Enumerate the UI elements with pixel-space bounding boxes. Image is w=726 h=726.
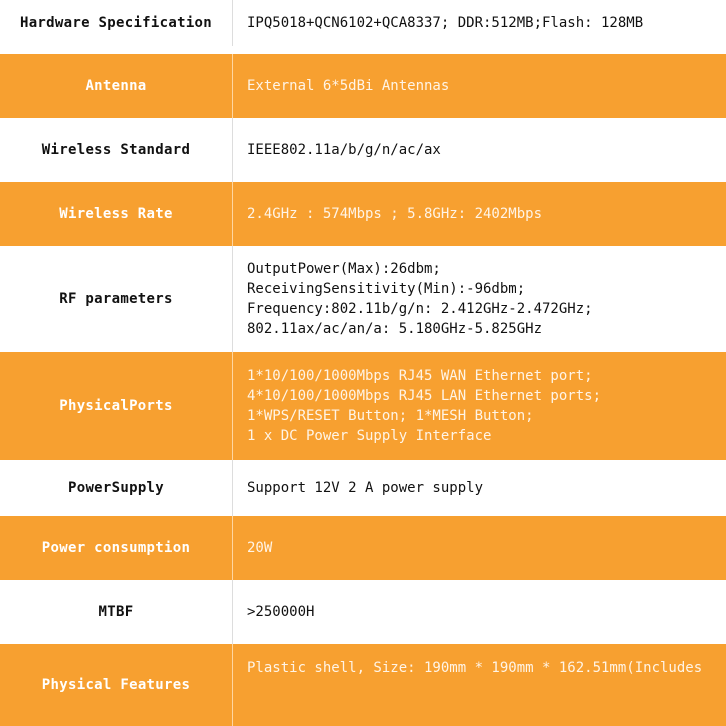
spec-label: Physical Features	[41, 677, 191, 693]
spec-label: Power consumption	[41, 540, 191, 556]
spec-label: MTBF	[98, 604, 134, 620]
spec-label: Antenna	[85, 78, 147, 94]
spec-label: PhysicalPorts	[59, 398, 173, 414]
spec-label: RF parameters	[59, 291, 173, 307]
spec-value-line: Plastic shell, Size: 190mm * 190mm * 162.51mm(Includes	[247, 660, 703, 676]
spec-value	[233, 246, 726, 352]
spec-row-physical-ports	[0, 352, 726, 460]
spec-label: Wireless Rate	[59, 206, 173, 222]
spec-value	[233, 352, 726, 460]
spec-value-line: 1 x DC Power Supply Interface	[247, 428, 492, 444]
spec-row-antenna	[0, 54, 726, 118]
spec-value-line: IEEE802.11a/b/g/n/ac/ax	[247, 142, 441, 158]
spec-label: Wireless Standard	[41, 142, 191, 158]
spec-row-power-supply	[0, 460, 726, 516]
spec-row-wireless-rate	[0, 182, 726, 246]
spec-value	[233, 516, 726, 580]
spec-value	[233, 460, 726, 516]
spec-value	[233, 0, 726, 46]
spec-value-line: 1*10/100/1000Mbps RJ45 WAN Ethernet port;	[247, 368, 593, 384]
spec-row-power-consumption	[0, 516, 726, 580]
spec-row-rf-parameters	[0, 246, 726, 352]
spec-value-line: 2.4GHz : 574Mbps ; 5.8GHz: 2402Mbps	[247, 206, 543, 222]
spec-label: PowerSupply	[67, 480, 165, 496]
spec-value-line: Frequency:802.11b/g/n: 2.412GHz-2.472GHz;	[247, 301, 593, 317]
spec-value	[233, 54, 726, 118]
spec-value	[233, 644, 726, 726]
spec-value	[233, 580, 726, 644]
spec-value-line: IPQ5018+QCN6102+QCA8337; DDR:512MB;Flash: 128MB	[247, 15, 644, 31]
spec-row-wireless-standard	[0, 118, 726, 182]
spec-row-mtbf	[0, 580, 726, 644]
spec-value-line: 4*10/100/1000Mbps RJ45 LAN Ethernet ports;	[247, 388, 602, 404]
spec-value-line: ReceivingSensitivity(Min):-96dbm;	[247, 281, 526, 297]
spec-value-line: 20W	[247, 540, 273, 556]
spec-label: Hardware Specification	[19, 15, 213, 31]
spec-value-line: >250000H	[247, 604, 315, 620]
spec-value-line: 802.11ax/ac/an/a: 5.180GHz-5.825GHz	[247, 321, 543, 337]
spec-value-line: External 6*5dBi Antennas	[247, 78, 450, 94]
spec-value-line: OutputPower(Max):26dbm;	[247, 261, 441, 277]
spec-row-hardware	[0, 0, 726, 46]
spec-value-line: 1*WPS/RESET Button; 1*MESH Button;	[247, 408, 534, 424]
spec-value-line: Support 12V 2 A power supply	[247, 480, 484, 496]
spec-row-physical-features	[0, 644, 726, 726]
spec-value	[233, 118, 726, 182]
spec-value	[233, 182, 726, 246]
